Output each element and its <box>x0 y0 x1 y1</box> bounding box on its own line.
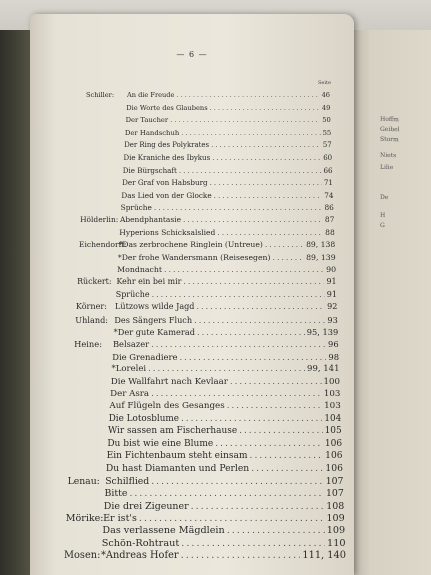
toc-page-number: 74 <box>324 190 334 200</box>
toc-page-number: 99, 141 <box>307 364 340 375</box>
toc-title: *Der gute Kamerad <box>113 327 196 337</box>
toc-leader-dots <box>250 451 324 461</box>
facing-page-fragment: Storm <box>379 135 399 144</box>
toc-leader-dots <box>227 525 325 536</box>
toc-leader-dots <box>217 228 323 237</box>
facing-page-fragment: Hoffm <box>379 115 399 124</box>
toc-leader-dots <box>179 352 326 362</box>
toc-title: Sprüche <box>120 203 152 212</box>
toc-title: Hyperions Schicksalslied <box>119 227 216 237</box>
toc-entry <box>119 228 334 237</box>
toc-page-number: 104 <box>324 413 342 424</box>
toc-page-number: 95, 139 <box>306 327 339 337</box>
toc-author: Rückert: <box>77 277 112 287</box>
toc-title: Des Sängers Fluch <box>114 314 193 325</box>
toc-leader-dots <box>197 327 305 337</box>
toc-leader-dots <box>191 501 325 512</box>
toc-author: Heine: <box>74 339 103 350</box>
toc-title: Mondnacht <box>117 265 163 274</box>
toc-title: Der Asra <box>110 389 150 399</box>
toc-page-number: 49 <box>321 103 331 112</box>
toc-title: Sprüche <box>115 289 150 299</box>
toc-page-number: 107 <box>325 475 344 487</box>
page-column-label: Seite <box>318 80 331 86</box>
toc-leader-dots <box>151 339 326 349</box>
toc-author: Eichendorff: <box>78 240 127 250</box>
toc-page-number: 110 <box>327 537 346 549</box>
toc-title: Der Graf von Habsburg <box>122 178 208 188</box>
toc-title: Die Grenadiere <box>112 351 178 362</box>
toc-page-number: 111, 140 <box>302 550 346 562</box>
toc-leader-dots <box>183 215 323 224</box>
toc-entry <box>123 153 332 162</box>
toc-entry <box>112 364 340 374</box>
toc-entry <box>75 314 338 325</box>
toc-entry <box>111 377 340 387</box>
toc-leader-dots <box>181 129 320 137</box>
toc-page-number: 89, 139 <box>306 252 336 262</box>
toc-leader-dots <box>181 414 322 424</box>
toc-entry <box>80 215 335 225</box>
toc-leader-dots <box>152 290 325 299</box>
toc-entry <box>107 451 343 461</box>
toc-entry <box>110 389 340 399</box>
toc-leader-dots <box>211 141 321 149</box>
toc-entry <box>114 327 339 337</box>
toc-title: Das Lied von der Glocke <box>121 190 212 200</box>
toc-page-number: 106 <box>325 451 343 461</box>
toc-entry <box>107 439 342 449</box>
toc-leader-dots <box>227 401 322 411</box>
facing-page-fragment: H <box>379 211 386 220</box>
toc-title: Die Bürgschaft <box>122 165 177 175</box>
toc-page-number: 66 <box>323 165 333 175</box>
toc-leader-dots <box>196 302 325 311</box>
toc-title: *Lorelei <box>111 364 147 375</box>
toc-entry <box>75 302 338 312</box>
toc-page-number: 98 <box>328 351 340 362</box>
toc-leader-dots <box>170 116 320 124</box>
toc-title: Der Taucher <box>125 116 169 125</box>
toc-leader-dots <box>273 253 305 262</box>
toc-page-number: 109 <box>326 513 345 524</box>
toc-page-number: 106 <box>324 438 343 449</box>
facing-page-fragment: Lilie <box>379 163 394 172</box>
toc-entry <box>122 178 333 187</box>
toc-leader-dots <box>183 277 324 286</box>
toc-title: Der Ring des Polykrates <box>124 141 210 149</box>
toc-entry <box>106 463 343 474</box>
toc-entry <box>67 475 344 487</box>
toc-leader-dots <box>215 439 323 449</box>
toc-page-number: 103 <box>323 389 341 399</box>
toc-entry <box>78 240 336 250</box>
toc-title: Die Wallfahrt nach Kevlaar <box>110 376 228 387</box>
toc-entry <box>124 141 332 149</box>
toc-entry <box>104 501 344 512</box>
toc-title: Belsazer <box>112 339 150 350</box>
toc-page-number: 86 <box>324 203 334 212</box>
toc-page-number: 57 <box>322 141 332 149</box>
toc-page-number: 89, 138 <box>306 240 336 250</box>
toc-leader-dots <box>151 476 324 487</box>
toc-leader-dots <box>181 538 325 549</box>
toc-leader-dots <box>251 463 323 474</box>
toc-page-number: 103 <box>324 401 341 412</box>
toc-entry <box>64 550 346 562</box>
facing-page-fragment: G <box>379 221 385 230</box>
toc-title: Abendphantasie <box>119 215 181 225</box>
toc-leader-dots <box>164 265 324 274</box>
toc-entry <box>126 104 330 112</box>
toc-entry <box>109 414 342 424</box>
toc-leader-dots <box>176 91 319 99</box>
toc-title: Du bist wie eine Blume <box>107 438 214 449</box>
toc-title: Die Kraniche des Ibykus <box>123 153 211 163</box>
toc-page-number: 88 <box>325 227 335 237</box>
toc-title: Wir sassen am Fischerhause <box>108 426 238 437</box>
facing-page-fragment: De <box>379 193 389 202</box>
toc-page-number: 92 <box>327 302 338 312</box>
toc-title: Die Worte des Glaubens <box>126 103 208 112</box>
book-page <box>30 14 354 575</box>
toc-leader-dots <box>129 488 324 499</box>
toc-author: Mörike: <box>65 513 104 524</box>
facing-page <box>350 30 431 575</box>
toc-leader-dots <box>210 178 322 187</box>
toc-page-number: 105 <box>324 426 342 437</box>
toc-leader-dots <box>230 377 322 387</box>
toc-leader-dots <box>210 104 320 112</box>
toc-author: Körner: <box>75 302 107 312</box>
toc-entry <box>77 277 337 287</box>
toc-entry <box>118 253 336 262</box>
toc-entry <box>102 525 345 536</box>
toc-author: Mosen: <box>64 550 101 562</box>
toc-page-number: 91 <box>326 277 337 287</box>
toc-page-number: 100 <box>323 376 340 387</box>
toc-leader-dots <box>179 166 322 175</box>
toc-author: Hölderlin: <box>80 215 119 225</box>
toc-title: Er ist's <box>103 513 137 524</box>
toc-author: Lenau: <box>67 475 100 487</box>
toc-leader-dots <box>154 203 323 212</box>
toc-page-number: 109 <box>326 525 346 537</box>
toc-title: Das verlassene Mägdlein <box>102 525 225 537</box>
toc-leader-dots <box>139 513 325 524</box>
toc-entry <box>109 401 340 411</box>
toc-title: Schön-Rohtraut <box>101 537 180 549</box>
toc-page-number: 107 <box>325 488 344 500</box>
toc-title: Bitte <box>104 488 128 500</box>
toc-title: An die Freude <box>127 91 175 100</box>
toc-entry <box>86 91 330 100</box>
toc-leader-dots <box>148 364 305 374</box>
toc-title: Die Lotosblume <box>108 413 179 424</box>
toc-entry <box>126 116 331 124</box>
toc-entry <box>102 538 346 549</box>
toc-entry <box>105 488 344 499</box>
toc-entry <box>112 352 339 362</box>
toc-title: Du hast Diamanten und Perlen <box>105 463 250 475</box>
toc-page-number: 90 <box>326 265 337 274</box>
toc-page-number: 60 <box>323 153 333 163</box>
toc-page-number: 108 <box>326 500 345 512</box>
toc-page-number: 50 <box>322 116 331 125</box>
toc-title: Ein Fichtenbaum steht einsam <box>106 451 248 461</box>
toc-entry <box>74 339 339 350</box>
toc-author: Schiller: <box>86 91 115 100</box>
toc-title: Die drei Zigeuner <box>103 500 189 512</box>
toc-title: *Andreas Hofer <box>101 550 179 562</box>
toc-title: Auf Flügeln des Gesanges <box>109 401 225 412</box>
toc-page-number: 93 <box>327 314 338 325</box>
toc-leader-dots <box>181 550 301 561</box>
toc-page-number: 71 <box>323 178 334 188</box>
toc-entry <box>117 265 336 274</box>
toc-entry <box>123 166 333 175</box>
toc-leader-dots <box>265 240 304 249</box>
toc-leader-dots <box>212 153 321 162</box>
toc-page-number: 55 <box>322 128 332 137</box>
toc-leader-dots <box>194 315 325 325</box>
toc-page-number: 96 <box>328 339 339 350</box>
toc-title: Kehr ein bei mir <box>116 277 182 287</box>
toc-entry <box>125 129 331 137</box>
toc-page-number: 87 <box>324 215 335 225</box>
toc-leader-dots <box>214 191 323 200</box>
toc-entry <box>65 513 345 524</box>
toc-entry <box>108 426 342 436</box>
toc-leader-dots <box>151 389 322 399</box>
toc-page-number: 106 <box>325 463 343 475</box>
page-number: — 6 — <box>176 50 208 59</box>
facing-page-fragment: Geibel <box>379 125 400 134</box>
toc-page-number: 91 <box>326 289 337 299</box>
toc-title: Der Handschuh <box>124 128 180 137</box>
facing-page-fragment: Niets <box>379 151 397 160</box>
toc-author: Uhland: <box>75 314 109 325</box>
toc-title: *Das zerbrochene Ringlein (Untreue) <box>118 240 263 250</box>
toc-leader-dots <box>239 426 323 436</box>
toc-title: Schilflied <box>105 475 150 487</box>
toc-title: Lützows wilde Jagd <box>115 302 195 312</box>
toc-entry <box>121 203 334 212</box>
toc-title: *Der frohe Wandersmann (Reisesegen) <box>117 252 271 262</box>
toc-page-number: 46 <box>321 91 330 100</box>
toc-entry <box>121 191 333 200</box>
toc-entry <box>116 290 337 299</box>
